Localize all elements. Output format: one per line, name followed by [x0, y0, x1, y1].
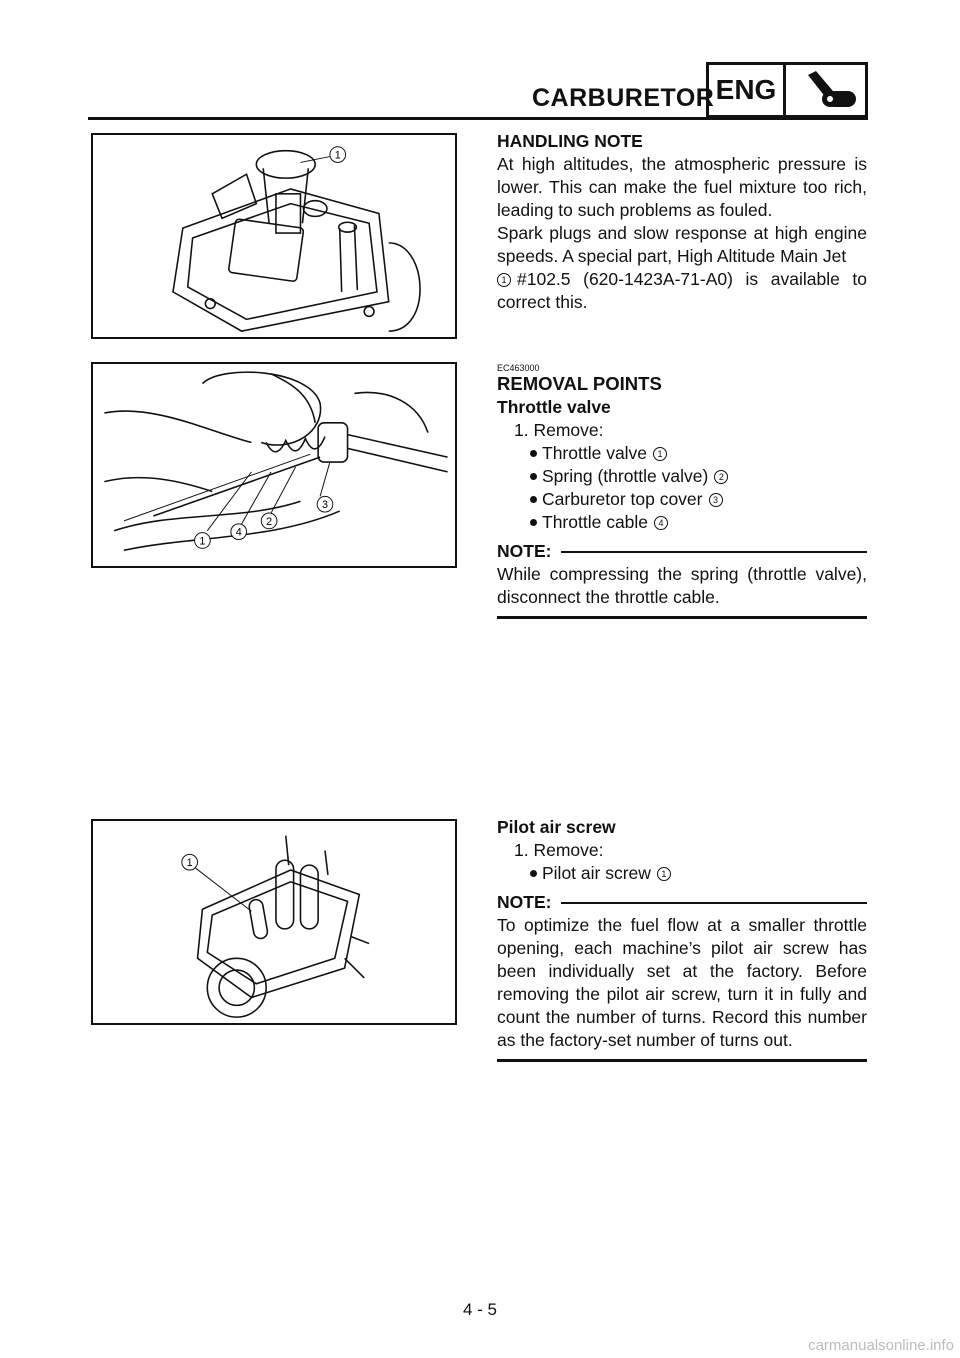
eng-tag: ENG — [706, 62, 786, 118]
fig1-callout-1: 1 — [334, 149, 341, 162]
section-title: CARBURETOR — [532, 84, 715, 112]
fig2-callout-4: 4 — [235, 526, 242, 539]
remove-step: 1. Remove: — [514, 840, 604, 860]
pilot-air-screw-subheading: Pilot air screw — [497, 817, 616, 837]
header-rule — [88, 117, 868, 120]
list-item: Spring (throttle valve) 2 — [497, 465, 867, 488]
fig2-callout-2: 2 — [266, 515, 273, 528]
fig3-callout-1: 1 — [186, 857, 193, 870]
figure-carburetor-top — [91, 133, 457, 339]
removal-points-heading: REMOVAL POINTS — [497, 373, 662, 394]
list-item: Throttle cable 4 — [497, 511, 867, 534]
list-item: Pilot air screw 1 — [497, 862, 867, 885]
throttle-valve-subheading: Throttle valve — [497, 397, 611, 417]
list-item: Carburetor top cover 3 — [497, 488, 867, 511]
removal-points-block — [497, 363, 867, 619]
engine-piston-icon — [786, 62, 868, 118]
remove-step: 1. Remove: — [514, 420, 604, 440]
page-number: 4 - 5 — [462, 1300, 498, 1319]
handling-note-para1: At high altitudes, the atmospheric pressure is lower. This can make the fuel mixture too rich, leading to such problems as fouled. — [497, 154, 867, 220]
pilot-air-screw-block — [497, 816, 867, 1062]
handling-note-para2: Spark plugs and slow response at high engine speeds. A special part, High Altitude Main Jet 1 #102.5 (620-1423A-71-A0) is available to correct this. — [497, 223, 867, 312]
figure-pilot-air-screw — [91, 819, 457, 1025]
fig2-callout-3: 3 — [321, 499, 328, 512]
note-heading: NOTE: — [497, 891, 867, 914]
fig2-callout-1: 1 — [199, 535, 206, 548]
figure-throttle-valve — [91, 362, 457, 568]
handling-note-heading: HANDLING NOTE — [497, 131, 643, 151]
callout-badge: 1 — [497, 273, 511, 287]
section-code: EC463000 — [497, 363, 540, 373]
note-body: While compressing the spring (throttle valve), disconnect the throttle cable. — [497, 563, 867, 619]
note-heading: NOTE: — [497, 540, 867, 563]
watermark: carmanualsonline.info — [808, 1337, 954, 1354]
handling-note-block — [497, 130, 867, 314]
list-item: Throttle valve 1 — [497, 442, 867, 465]
note-body: To optimize the fuel flow at a smaller throttle opening, each machine’s pilot air screw has been individually set at the factory. Before removing the pilot air screw, turn it in fully and count the number of turns. Record this number as the factory-set number of turns out. — [497, 914, 867, 1062]
